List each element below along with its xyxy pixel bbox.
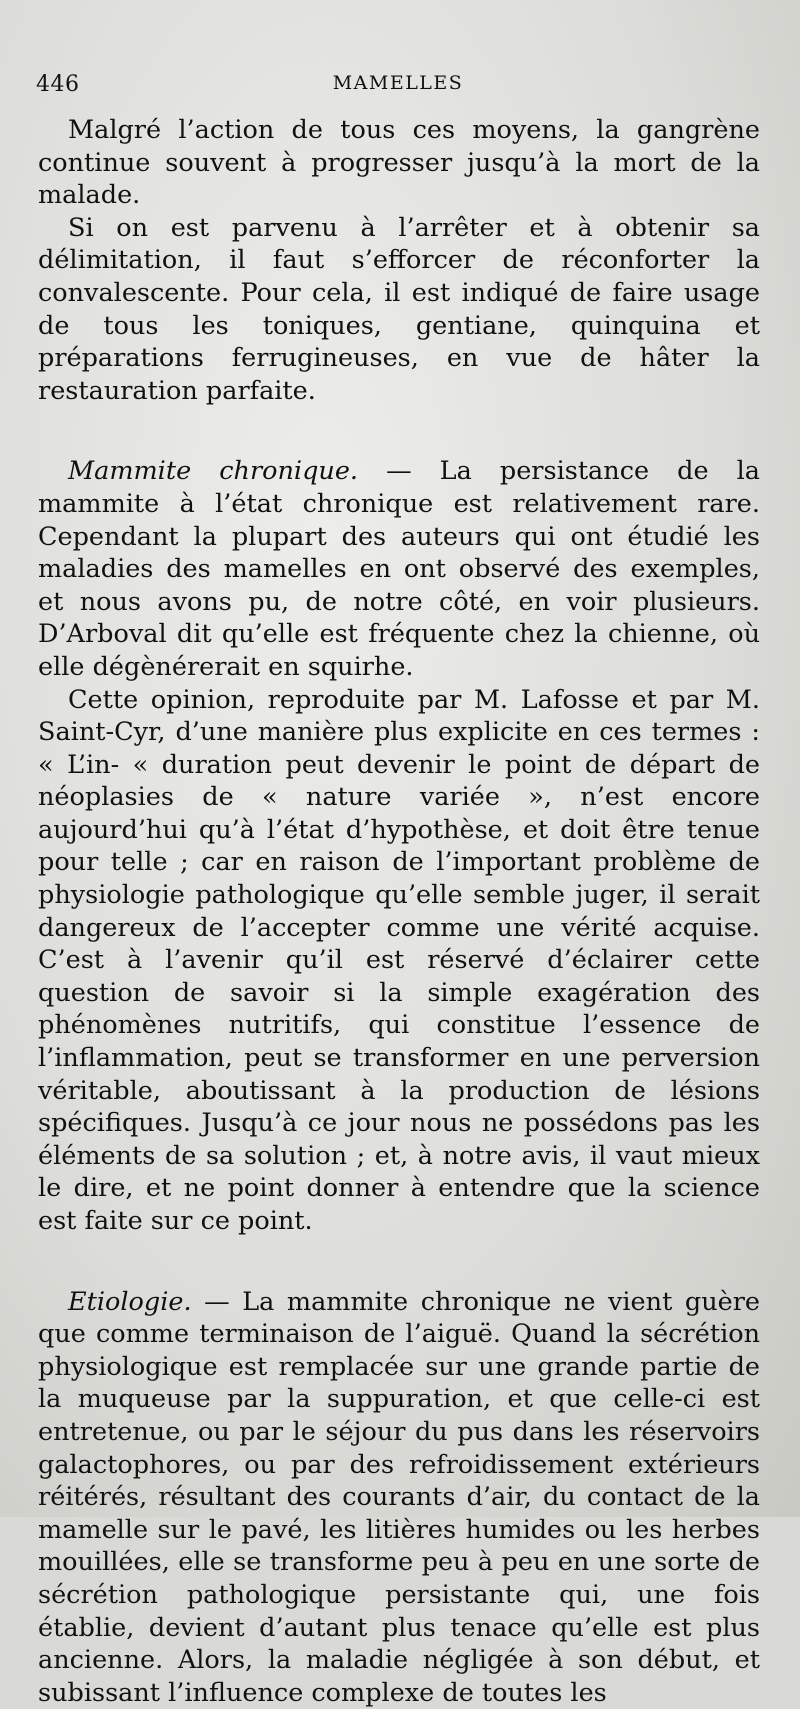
paragraph-text: — La mammite chronique ne vient guère que comme terminaison de l’aiguë. Quand la sécrétion physiologique est remplacée sur une grande partie de la muqueuse par la suppuration, et que celle-ci est entretenue, ou par le séjour du pus dans les réservoirs galactophores, ou par des refroidissement extérieurs réitérés, résultant des courants d’air, du contact de la mamelle sur le pavé, les litières humides ou les herbes mouillées, elle se transforme peu à peu en une sorte de sécrétion pathologique persistante qui, une fois établie, devient d’autant plus tenace qu’elle est plus ancienne. Alors, la maladie négligée à son début, et subissant l’influence complexe de toutes les <box>38 1286 760 1708</box>
page-body <box>38 114 760 1709</box>
paragraph-convalescence: Si on est parvenu à l’arrêter et à obtenir sa délimitation, il faut s’efforcer de réconforter la convalescente. Pour cela, il est indiqué de faire usage de tous les toniques, gentiane, quinquina et préparations ferrugineuses, en vue de hâter la restauration parfaite. <box>38 212 760 406</box>
paragraph-etiologie <box>38 1286 760 1709</box>
section-heading-etiologie: Etiologie. <box>68 1286 192 1317</box>
section-gap <box>38 1238 760 1286</box>
page-number: 446 <box>36 72 80 97</box>
section-gap <box>38 407 760 455</box>
running-head: MAMELLES <box>332 72 464 94</box>
paragraph-mammite-chronique <box>38 455 760 683</box>
paragraph-opinion: Cette opinion, reproduite par M. Lafosse et par M. Saint-Cyr, d’une manière plus explicite en ces termes : « L’in- « duration peut devenir le point de départ de néoplasies de « nature variée », n’est encore aujourd’hui qu’à l’état d’hypothèse, et doit être tenue pour telle ; car en raison de l’important problème de physiologie pathologique qu’elle semble juger, il serait dangereux de l’accepter comme une vérité acquise. C’est à l’avenir qu’il est réservé d’éclairer cette question de savoir si la simple exagération des phénomènes nutritifs, qui constitue l’essence de l’inflammation, peut se transformer en une perversion véritable, aboutissant à la production de lésions spécifiques. Jusqu’à ce jour nous ne possédons pas les éléments de sa solution ; et, à notre avis, il vaut mieux le dire, et ne point donner à entendre que la science est faite sur ce point. <box>38 684 760 1236</box>
page-header <box>36 72 760 106</box>
paragraph-text: — La persistance de la mammite à l’état chronique est relativement rare. Cependant la plupart des auteurs qui ont étudié les maladies des mamelles en ont observé des exemples, et nous avons pu, de notre côté, en voir plusieurs. D’Arboval dit qu’elle est fréquente chez la chienne, où elle dégènérerait en squirhe. <box>38 456 760 682</box>
paragraph-gangrene: Malgré l’action de tous ces moyens, la gangrène continue souvent à progresser jusqu’à la mort de la malade. <box>38 115 760 211</box>
section-heading-mammite-chronique: Mammite chronique. <box>68 456 359 487</box>
